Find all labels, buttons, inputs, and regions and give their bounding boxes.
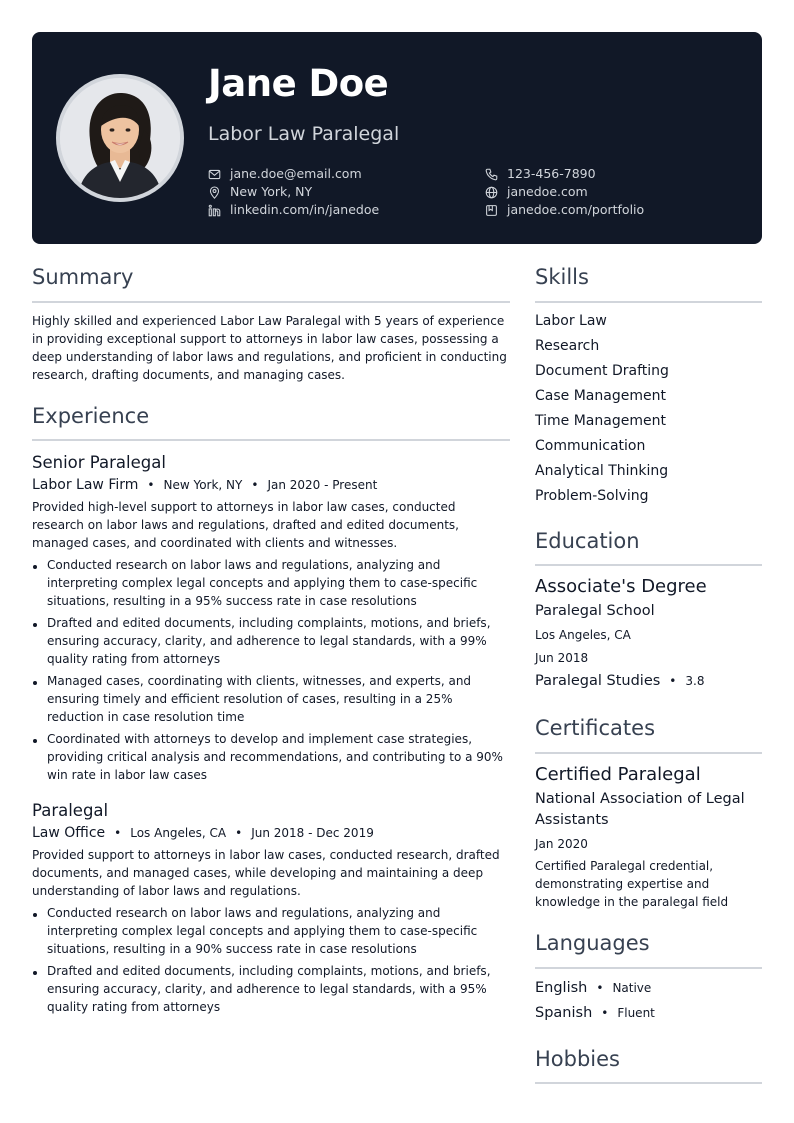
skill-item: Problem-Solving [535, 487, 649, 504]
contact-portfolio[interactable] [485, 201, 644, 219]
separator-dot: • [251, 478, 259, 493]
job-achievements [32, 904, 510, 1016]
email-text: jane.doe@email.com [230, 166, 362, 181]
job-entry [32, 451, 510, 784]
section-divider [535, 564, 762, 566]
certificate-issuer: National Association of Legal Assistants [535, 791, 745, 829]
skill-item: Research [535, 337, 600, 354]
separator-dot: • [669, 674, 677, 689]
phone-text: 123-456-7890 [507, 166, 596, 181]
languages-heading: Languages [535, 931, 650, 956]
skill-item: Time Management [535, 412, 666, 429]
sidebar-column [535, 262, 762, 1084]
languages-list [535, 976, 762, 1026]
school-name: Paralegal School [535, 603, 655, 620]
website-text: janedoe.com [507, 184, 588, 199]
education-entry [535, 575, 762, 694]
job-employer: Law Office [32, 825, 106, 842]
job-entry [32, 799, 510, 1016]
section-divider [32, 301, 510, 303]
contact-linkedin[interactable] [208, 201, 379, 219]
contact-email[interactable] [208, 165, 362, 183]
job-dates: Jun 2018 - Dec 2019 [251, 826, 374, 841]
contact-website[interactable] [485, 183, 588, 201]
graduation-date: Jun 2018 [535, 651, 589, 666]
skill-item: Communication [535, 437, 646, 454]
map-pin-icon [208, 186, 221, 199]
language-item [535, 1001, 762, 1026]
candidate-name: Jane Doe [208, 62, 389, 105]
profile-photo [56, 74, 184, 202]
job-description: Provided support to attorneys in labor law cases, conducted research, drafted documents, and managed cases, while developing and maintaining a deep understanding of labor laws and regulations. [32, 848, 500, 899]
summary-heading: Summary [32, 265, 134, 289]
separator-dot: • [596, 980, 604, 995]
school-location: Los Angeles, CA [535, 628, 631, 643]
certificates-heading: Certificates [535, 716, 656, 741]
contact-phone[interactable] [485, 165, 596, 183]
skill-item: Analytical Thinking [535, 462, 669, 479]
achievement-item: Managed cases, coordinating with clients, witnesses, and experts, and ensuring timely and efficient resolution of cases, resulting in a 25% reduction in case resolution time [32, 672, 510, 726]
contact-location [208, 183, 312, 201]
separator-dot: • [601, 1005, 609, 1020]
language-item [535, 976, 762, 1001]
achievement-item: Drafted and edited documents, including complaints, motions, and briefs, ensuring accuracy, clarity, and adherence to legal standards, with a 95% quality rating from attorneys [32, 962, 510, 1016]
job-meta [32, 477, 510, 493]
separator-dot: • [147, 478, 155, 493]
job-achievements [32, 556, 510, 784]
globe-icon [485, 186, 498, 199]
linkedin-text: linkedin.com/in/janedoe [230, 202, 380, 217]
mail-icon [208, 168, 221, 181]
language-level: Fluent [617, 1005, 655, 1020]
hobbies-heading: Hobbies [535, 1046, 620, 1071]
achievement-item: Conducted research on labor laws and regulations, analyzing and interpreting complex legal concepts and applying them to case-specific situations, resulting in a 90% success rate in case resolutions [32, 904, 510, 958]
location-text: New York, NY [230, 184, 313, 199]
main-column [32, 262, 510, 1016]
section-divider [32, 439, 510, 441]
language-level: Native [612, 980, 652, 995]
skills-heading: Skills [535, 265, 589, 289]
job-employer: Labor Law Firm [32, 477, 139, 494]
language-name: Spanish [535, 1004, 593, 1021]
achievement-item: Drafted and edited documents, including complaints, motions, and briefs, ensuring accuracy, clarity, and adherence to legal standards, with a 99% quality rating from attorneys [32, 614, 510, 668]
skill-item: Labor Law [535, 312, 607, 329]
language-name: English [535, 979, 588, 996]
gpa: 3.8 [685, 674, 705, 689]
field-of-study [535, 669, 762, 694]
resume-header [32, 32, 762, 244]
degree: Associate's Degree [535, 576, 707, 597]
skill-item: Case Management [535, 387, 666, 404]
summary-text: Highly skilled and experienced Labor Law Paralegal with 5 years of experience in providing exceptional support to attorneys in labor law cases, possessing a deep understanding of labor laws and regulations, and proficient in conducting research, drafting documents, and managing cases. [32, 313, 507, 382]
separator-dot: • [114, 826, 122, 841]
portfolio-text: janedoe.com/portfolio [507, 202, 645, 217]
section-divider [535, 967, 762, 969]
certificate-description: Certified Paralegal credential, demonstrating expertise and knowledge in the paralegal field [535, 859, 729, 910]
job-title: Labor Law Paralegal [208, 123, 400, 145]
skill-item: Document Drafting [535, 362, 669, 379]
section-divider [535, 301, 762, 303]
job-position: Senior Paralegal [32, 453, 166, 472]
certificate-name: Certified Paralegal [535, 763, 701, 785]
skills-list [535, 309, 762, 509]
achievement-item: Conducted research on labor laws and regulations, analyzing and interpreting complex legal concepts and applying them to case-specific situations, resulting in a 95% success rate in case resolutions [32, 556, 510, 610]
section-divider [535, 1082, 762, 1084]
job-location: New York, NY [163, 478, 243, 493]
experience-heading: Experience [32, 403, 150, 428]
achievement-item: Coordinated with attorneys to develop and implement case strategies, providing critical analysis and recommendations, and contributing to a 90% win rate in labor law cases [32, 730, 510, 784]
separator-dot: • [235, 826, 243, 841]
job-meta [32, 825, 510, 841]
job-dates: Jan 2020 - Present [267, 478, 378, 493]
job-location: Los Angeles, CA [130, 826, 227, 841]
job-position: Paralegal [32, 801, 109, 821]
certificate-entry [535, 763, 762, 911]
field-name: Paralegal Studies [535, 673, 661, 690]
certificate-date: Jan 2020 [535, 837, 588, 852]
phone-icon [485, 168, 498, 181]
portfolio-icon [485, 204, 498, 217]
education-heading: Education [535, 528, 640, 553]
linkedin-icon [208, 204, 221, 217]
section-divider [535, 752, 762, 754]
job-description: Provided high-level support to attorneys in labor law cases, conducted research on labor laws and regulations, drafted and edited documents, managed cases, and coordinated with clients and witnesses. [32, 500, 459, 551]
